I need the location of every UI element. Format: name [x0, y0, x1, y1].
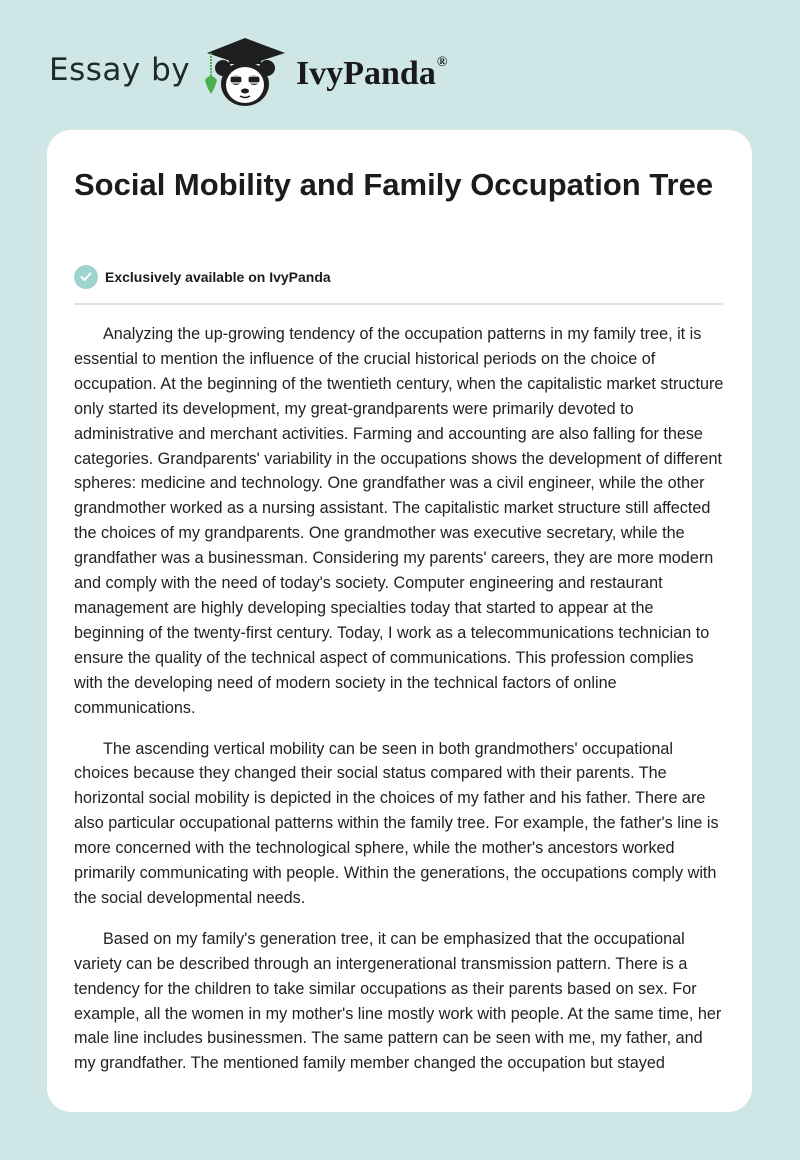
paragraph: Based on my family's generation tree, it can be emphasized that the occupational variety can be described through an intergenerational transmission pattern. There is a tendency for the children to take similar occupations as their parents based on sex. For example, all the women in my mother's line mostly work with people. At the same time, her male line includes businessmen. The same pattern can be seen with me, my father, and my grandfather. The mentioned family member changed the occupation but stayed [74, 929, 722, 1073]
exclusive-badge [74, 264, 331, 290]
essay-body [74, 322, 726, 1092]
check-circle-icon [74, 265, 98, 289]
divider [74, 303, 723, 305]
paragraph: The ascending vertical mobility can be seen in both grandmothers' occupational choices because they changed their social status compared with their parents. The horizontal social mobility is depicted in the choices of my father and his father. There are also particular occupational patterns within the family tree. For example, the father's line is more concerned with the technological sphere, while the mother's ancestors worked primarily communicating with people. Within the generations, the occupations comply with the social developmental needs. [74, 739, 719, 907]
badge-text: Exclusively available on IvyPanda [105, 269, 331, 285]
essay-by-label: Essay by [49, 52, 191, 88]
essay-card [47, 130, 752, 1112]
paragraph: Analyzing the up-growing tendency of the occupation patterns in my family tree, it is essential to mention the influence of the crucial historical periods on the choice of occupation. At the beginning of the twentieth century, when the capitalistic market structure only started its development, my great-grandparents were primarily devoted to administrative and merchant activities. Farming and accounting are also falling for these categories. Grandparents' variability in the occupations shows the development of different spheres: medicine and technology. One grandfather was a civil engineer, while the other grandmother worked as a nursing assistant. The capitalistic market structure still affected the choices of my grandparents. One grandmother was executive secretary, while the grandfather was a businessman. Considering my parents' careers, they are more modern and comply with the need of today's society. Computer engineering and restaurant management are highly developing specialties today that started to appear at the beginning of the twenty-first century. Today, I work as a telecommunications technician to ensure the quality of the technical aspect of communications. This profession complies with the developing need of modern society in the technical factors of online communications. [74, 325, 724, 717]
registered-mark: ® [436, 55, 448, 70]
site-header [0, 0, 800, 130]
panda-graduation-cap-icon[interactable] [203, 36, 287, 108]
page-title: Social Mobility and Family Occupation Tree [74, 167, 714, 202]
brand-logo-text[interactable] [296, 55, 447, 93]
brand-name: IvyPanda [296, 55, 436, 92]
